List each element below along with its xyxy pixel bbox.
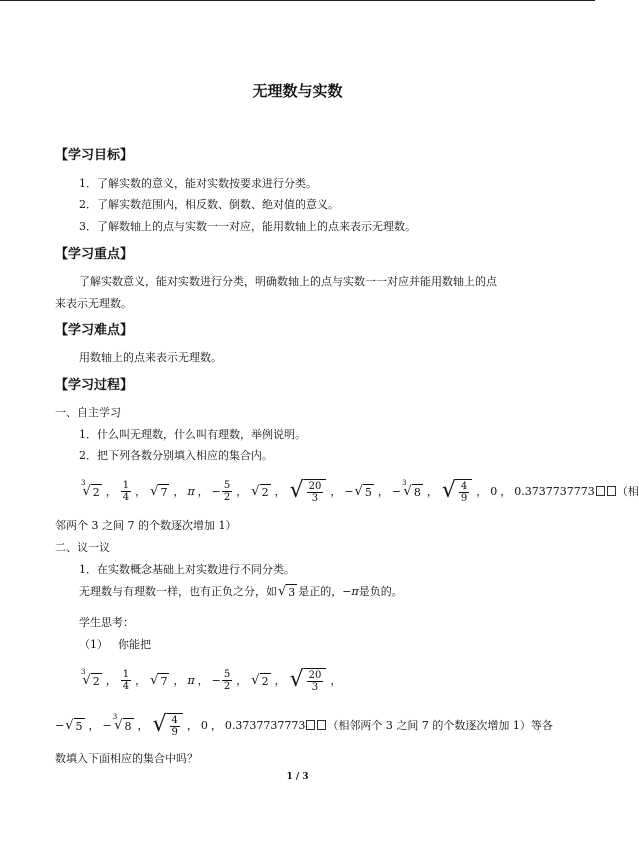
sign-sentence-b: 是正的， (298, 585, 343, 598)
neg-sign: − (211, 673, 221, 687)
missing-glyph-box (607, 486, 616, 496)
part1-question-2: 2．把下列各数分别填入相应的集合内。 (79, 449, 273, 462)
neg-sign: − (211, 484, 221, 498)
neg-sign: − (55, 718, 65, 732)
number-list-row-2: 3 √ 2 ， $\frac{1}{4}$ ， √ 7 ， π ， − $\frac{5}{2}$ ， √ 2 ， √ $\frac{20}{3}$ ， (81, 667, 342, 693)
pi-symbol: π (187, 484, 195, 498)
missing-glyph-box (306, 720, 315, 730)
neg-sign: − (102, 718, 112, 732)
sqrt-5: √ 5 (354, 483, 372, 499)
fraction-5-2: $\frac{5}{2}$ (223, 668, 231, 692)
keypoints-heading: 【学习重点】 (55, 247, 134, 262)
number-list-row-3: − √ 5 ， − 3 √ 8 ， √ $\frac{4}{9}$ ， 0 ， 0.3737737773 （相邻两个 3 之间 7 的个数逐次增加 1）等各 (55, 712, 553, 738)
page-number: 1 / 3 (286, 772, 309, 782)
goals-heading: 【学习目标】 (55, 148, 134, 163)
sqrt-5: √ 5 (65, 717, 83, 733)
note-tail: （相 (616, 485, 639, 498)
neg-pi: −π (342, 584, 359, 598)
neg-sign: − (344, 484, 354, 498)
neg-sign: − (391, 484, 402, 498)
difficulties-text: 用数轴上的点来表示无理数。 (79, 351, 222, 364)
missing-glyph-box (596, 486, 605, 496)
last-line: 数填入下面相应的集合中吗？ (55, 752, 198, 765)
sign-sentence-c: 是负的。 (358, 585, 403, 598)
note-line-2: 邻两个 3 之间 7 的个数逐次增加 1） (55, 519, 237, 532)
page-title: 无理数与实数 (252, 82, 343, 100)
sqrt-2: √ 2 (251, 672, 269, 688)
sqrt-7: √ 7 (150, 672, 168, 688)
missing-glyph-box (317, 720, 326, 730)
cbrt-8: 3 √ 8 (112, 712, 132, 733)
note-mid: （相邻两个 3 之间 7 的个数逐次增加 1）等各 (327, 719, 553, 732)
sign-sentence (79, 580, 403, 602)
decimal-value: 0.3737737773 (514, 484, 595, 498)
keypoints-text-line2: 来表示无理数。 (55, 297, 132, 310)
cbrt-2: 3 √ 2 (81, 478, 100, 499)
number-list-row: 3 √ 2 ， $\frac{1}{4}$ ， √ 7 ， π ， − $\frac{5}{2}$ ， √ 2 ， √ $\frac{20}{3}$ ， − √ 5 ， − 3 √ 8 ， √ $\frac{4}{9}$ ， 0 ， 0.3737737773 （相 (81, 478, 639, 504)
sqrt-3: √ 3 (278, 583, 296, 599)
goal-item-2: 2．了解实数范围内，相反数、倒数、绝对值的意义。 (79, 198, 339, 211)
sqrt-20-3: √ $\frac{20}{3}$ (290, 479, 327, 504)
part1-title: 一、自主学习 (55, 406, 121, 419)
sqrt-4-9: √ $\frac{4}{9}$ (153, 713, 183, 738)
zero-value: 0 (490, 484, 498, 498)
sign-sentence-a: 无理数与有理数一样，也有正负之分，如 (79, 585, 277, 598)
sqrt-20-3: √ $\frac{20}{3}$ (290, 668, 327, 693)
sqrt-7: √ 7 (150, 483, 168, 499)
keypoints-text-line1: 了解实数意义，能对实数进行分类，明确数轴上的点与实数一一对应并能用数轴上的点 (79, 275, 497, 288)
zero-value: 0 (200, 718, 208, 732)
decimal-value: 0.3737737773 (224, 718, 306, 732)
sub1-label: （1） (79, 638, 108, 651)
student-think: 学生思考： (79, 616, 134, 629)
pi-symbol: π (187, 673, 195, 687)
goal-item-3: 3．了解数轴上的点与实数一一对应，能用数轴上的点来表示无理数。 (79, 220, 416, 233)
process-heading: 【学习过程】 (55, 378, 134, 393)
fraction-1-4: $\frac{1}{4}$ (122, 479, 130, 503)
part2-item-1: 1．在实数概念基础上对实数进行不同分类。 (79, 563, 295, 576)
difficulties-heading: 【学习难点】 (55, 323, 134, 338)
sqrt-4-9: √ $\frac{4}{9}$ (442, 479, 472, 504)
cbrt-2: 3 √ 2 (81, 667, 100, 688)
goal-item-1: 1．了解实数的意义，能对实数按要求进行分类。 (79, 177, 317, 190)
top-border-line (0, 0, 595, 1)
part2-title: 二、议一议 (55, 541, 110, 554)
sqrt-2: √ 2 (251, 483, 269, 499)
fraction-5-2: $\frac{5}{2}$ (223, 479, 231, 503)
cbrt-8: 3 √ 8 (402, 478, 421, 499)
sub1-text: 你能把 (118, 638, 151, 651)
fraction-1-4: $\frac{1}{4}$ (122, 668, 130, 692)
part1-question-1: 1．什么叫无理数，什么叫有理数，举例说明。 (79, 428, 306, 441)
